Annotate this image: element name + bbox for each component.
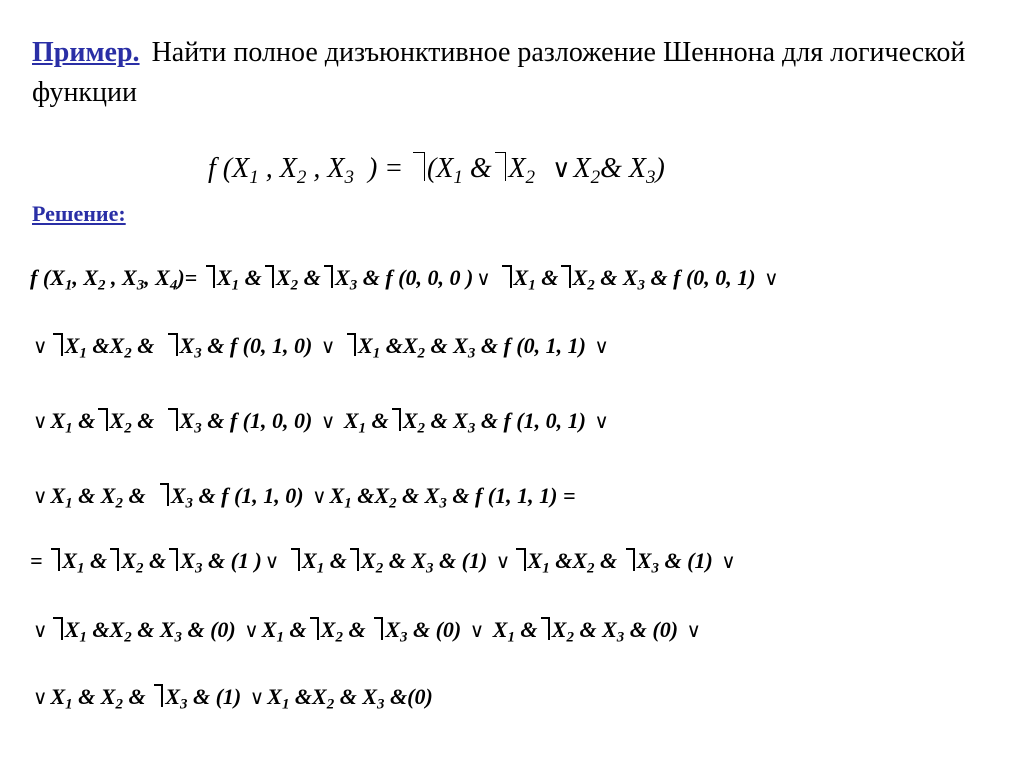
formula-token: )=	[177, 265, 198, 290]
negation-symbol	[168, 408, 177, 430]
formula-token: X	[572, 265, 588, 290]
variable-index: 1	[65, 495, 73, 512]
formula-token: &	[208, 548, 226, 573]
formula-token: X	[343, 408, 359, 433]
formula-token: &	[207, 408, 225, 433]
formula-token: X	[573, 153, 591, 185]
variable-index: 2	[124, 629, 132, 646]
formula-token: f	[221, 483, 229, 508]
variable-index: 1	[542, 560, 550, 577]
negation-symbol	[265, 265, 274, 287]
formula-token: X	[216, 265, 232, 290]
formula-token: &	[600, 265, 618, 290]
variable-index: 1	[79, 629, 87, 646]
variable-index: 3	[185, 495, 193, 512]
variable-index: 2	[566, 629, 574, 646]
formula-token: X	[275, 265, 291, 290]
formula-token: X	[513, 265, 529, 290]
expansion-line-5	[30, 548, 739, 577]
disjunction-symbol: ∨	[552, 156, 571, 184]
formula-token: &	[137, 333, 155, 358]
formula-token: X	[267, 684, 282, 709]
negation-symbol	[169, 548, 178, 570]
formula-token: &	[192, 684, 211, 709]
variable-index: 3	[180, 696, 188, 713]
formula-token: &	[303, 265, 321, 290]
formula-token: &(0)	[390, 684, 433, 709]
formula-token: &	[128, 684, 146, 709]
formula-token: X	[453, 408, 468, 433]
expansion-line-2	[30, 333, 612, 362]
formula-token: X	[424, 483, 440, 508]
formula-token: X	[527, 548, 543, 573]
variable-index: 1	[231, 277, 240, 294]
formula-token: &	[357, 483, 375, 508]
formula-token: ,	[111, 265, 117, 290]
formula-token: &	[480, 333, 498, 358]
variable-index: 1	[316, 560, 325, 577]
formula-token: ,	[72, 265, 78, 290]
disjunction-symbol: ∨	[721, 551, 736, 573]
variable-index: 2	[124, 420, 132, 437]
formula-token: &	[92, 333, 110, 358]
formula-token: X	[402, 408, 418, 433]
formula-token: &	[207, 333, 225, 358]
formula-token: &	[388, 548, 406, 573]
formula-token: (1, 1, 0)	[233, 483, 304, 508]
formula-token: f	[30, 265, 38, 290]
formula-token: ,	[144, 265, 150, 290]
formula-token: &	[469, 153, 492, 185]
negation-symbol	[347, 333, 356, 355]
formula-token: &	[520, 617, 538, 642]
negation-symbol	[541, 617, 550, 639]
variable-index: 3	[195, 560, 203, 577]
variable-index: 2	[590, 166, 601, 188]
solution-label: Решение:	[32, 201, 126, 226]
variable-index: 3	[136, 277, 145, 294]
formula-token: f	[474, 483, 483, 508]
formula-token: &	[137, 408, 155, 433]
formula-token: &	[439, 548, 457, 573]
formula-token: &	[244, 265, 262, 290]
formula-token: X	[83, 265, 99, 290]
formula-token: =	[30, 548, 43, 573]
formula-token: &	[198, 483, 216, 508]
formula-token: X	[361, 548, 376, 573]
disjunction-symbol: ∨	[495, 551, 511, 573]
formula-token: &	[579, 617, 597, 642]
negation-symbol	[392, 408, 401, 430]
formula-token: ) =	[367, 153, 404, 185]
formula-token: X	[50, 265, 65, 290]
formula-token: (1)	[687, 548, 713, 573]
formula-token: X	[327, 153, 345, 185]
formula-token: &	[541, 265, 559, 290]
negation-symbol	[374, 617, 383, 639]
variable-index: 1	[65, 420, 73, 437]
formula-token: &	[599, 548, 618, 573]
variable-index: 2	[375, 560, 384, 577]
variable-index: 2	[115, 495, 123, 512]
variable-index: 1	[358, 420, 366, 437]
variable-index: 3	[439, 495, 447, 512]
formula-token: f	[229, 333, 238, 358]
variable-index: 1	[507, 629, 515, 646]
variable-index: 3	[194, 420, 202, 437]
expansion-line-4	[30, 483, 576, 512]
formula-token: (0)	[435, 617, 462, 642]
variable-index: 3	[349, 277, 358, 294]
formula-token: )	[655, 153, 665, 185]
negation-symbol	[626, 548, 635, 570]
formula-token: (0, 0, 1)	[685, 265, 756, 290]
variable-index: 1	[64, 277, 73, 294]
variable-index: 2	[389, 495, 397, 512]
formula-token: X	[165, 684, 180, 709]
negation-symbol	[350, 548, 359, 570]
disjunction-symbol: ∨	[264, 551, 280, 573]
formula-token: &	[600, 153, 622, 185]
formula-token: &	[371, 408, 389, 433]
formula-token: =	[562, 483, 576, 508]
formula-token: X	[628, 153, 647, 185]
formula-token: X	[121, 548, 136, 573]
formula-token: &	[329, 548, 347, 573]
variable-index: 2	[417, 420, 426, 437]
disjunction-symbol: ∨	[320, 411, 336, 433]
variable-index: 2	[98, 277, 106, 294]
variable-index: 1	[79, 345, 87, 362]
formula-token: &	[128, 483, 146, 508]
formula-token: X	[320, 617, 336, 642]
variable-index: 4	[169, 277, 178, 294]
variable-index: 3	[467, 345, 476, 362]
formula-token: X	[551, 617, 567, 642]
variable-index: 3	[344, 166, 354, 188]
formula-token: X	[492, 617, 508, 642]
variable-index: 3	[467, 420, 476, 437]
disjunction-symbol: ∨	[33, 620, 48, 642]
negation-symbol	[51, 548, 60, 570]
variable-index: 1	[372, 345, 381, 362]
formula-token: X	[50, 483, 66, 508]
formula-token: &	[555, 548, 573, 573]
variable-index: 2	[335, 629, 343, 646]
variable-index: 2	[136, 560, 144, 577]
negation-symbol	[413, 152, 425, 181]
negation-symbol	[53, 617, 62, 639]
negation-symbol	[310, 617, 319, 639]
formula-token: X	[64, 333, 80, 358]
formula-token: &	[480, 408, 498, 433]
variable-index: 3	[426, 560, 434, 577]
formula-token: f	[229, 408, 238, 433]
formula-token: X	[402, 333, 418, 358]
variable-index: 2	[326, 696, 335, 713]
formula-token: &	[78, 483, 96, 508]
formula-token: X	[180, 548, 196, 573]
formula-token: &	[362, 265, 380, 290]
formula-token: X	[159, 617, 175, 642]
formula-token: &	[430, 333, 448, 358]
variable-index: 2	[296, 166, 307, 188]
variable-index: 2	[290, 277, 299, 294]
expansion-line-6	[30, 617, 704, 646]
disjunction-symbol: ∨	[764, 268, 779, 290]
formula-token: X	[411, 548, 427, 573]
variable-index: 3	[651, 560, 660, 577]
formula-token: &	[339, 684, 357, 709]
disjunction-symbol: ∨	[312, 486, 327, 508]
negation-symbol	[110, 548, 119, 570]
variable-index: 1	[276, 629, 284, 646]
negation-symbol	[516, 548, 525, 570]
formula-token: (1, 0, 1)	[516, 408, 586, 433]
formula-token: &	[430, 408, 448, 433]
negation-symbol	[160, 483, 169, 505]
negation-symbol	[324, 265, 333, 287]
variable-index: 3	[194, 345, 202, 362]
formula-token: X	[374, 483, 390, 508]
formula-token: f	[385, 265, 393, 290]
variable-index: 2	[115, 696, 123, 713]
disjunction-symbol: ∨	[33, 336, 48, 358]
formula-token: &	[452, 483, 470, 508]
variable-index: 3	[377, 696, 385, 713]
formula-token: (1, 1, 1)	[487, 483, 558, 508]
negation-symbol	[206, 265, 215, 287]
formula-token: X	[109, 408, 125, 433]
example-label: Пример.	[32, 37, 140, 68]
variable-index: 2	[587, 560, 595, 577]
formula-token: f	[673, 265, 681, 290]
task-text: Найти полное дизъюнктивное разложение Шеннона для логической функции	[32, 37, 966, 108]
formula-token: &	[187, 617, 205, 642]
formula-token: X	[636, 548, 652, 573]
disjunction-symbol: ∨	[33, 687, 48, 709]
variable-index: 1	[65, 696, 73, 713]
variable-index: 1	[344, 495, 352, 512]
disjunction-symbol: ∨	[33, 411, 48, 433]
variable-index: 3	[400, 629, 408, 646]
formula-token: &	[650, 265, 668, 290]
formula-token: X	[436, 153, 454, 185]
variable-index: 1	[281, 696, 290, 713]
variable-index: 1	[528, 277, 536, 294]
variable-index: 3	[616, 629, 625, 646]
formula-token: (0, 1, 1)	[516, 333, 586, 358]
formula-token: X	[122, 265, 137, 290]
negation-symbol	[291, 548, 300, 570]
formula-token: &	[78, 408, 96, 433]
expansion-line-3	[30, 408, 612, 437]
formula-token: &	[78, 684, 96, 709]
formula-token: X	[64, 617, 80, 642]
disjunction-symbol: ∨	[476, 268, 491, 290]
negation-symbol	[502, 265, 511, 287]
formula-token: X	[179, 408, 195, 433]
formula-token: (1)	[461, 548, 488, 573]
formula-token: &	[402, 483, 420, 508]
formula-token: &	[385, 333, 403, 358]
formula-token: X	[50, 408, 66, 433]
formula-token: X	[602, 617, 617, 642]
formula-token: &	[294, 684, 313, 709]
disjunction-symbol: ∨	[244, 620, 259, 642]
formula-token: X	[622, 265, 638, 290]
formula-token: X	[261, 617, 277, 642]
disjunction-symbol: ∨	[320, 336, 336, 358]
formula-token: &	[664, 548, 682, 573]
formula-token: (0)	[652, 617, 679, 642]
formula-token: &	[348, 617, 366, 642]
variable-index: 1	[249, 166, 259, 188]
formula-token: X	[385, 617, 400, 642]
formula-token: (	[426, 153, 437, 185]
formula-token: &	[89, 548, 108, 573]
formula-token: X	[329, 483, 345, 508]
formula-token: (0, 1, 0)	[242, 333, 313, 358]
variable-index: 3	[174, 629, 182, 646]
variable-index: 2	[417, 345, 426, 362]
formula-token: f	[208, 153, 216, 185]
formula-token: X	[362, 684, 378, 709]
formula-token: &	[629, 617, 647, 642]
disjunction-symbol: ∨	[469, 620, 485, 642]
formula-token: f	[503, 333, 511, 358]
formula-token: X	[358, 333, 373, 358]
disjunction-symbol: ∨	[249, 687, 265, 709]
formula-token: X	[50, 684, 66, 709]
formula-token: ,	[265, 153, 273, 185]
formula-token: X	[279, 153, 297, 185]
formula-token: X	[335, 265, 350, 290]
formula-token: X	[572, 548, 587, 573]
formula-token: X	[155, 265, 170, 290]
formula-token: (0)	[210, 617, 236, 642]
disjunction-symbol: ∨	[594, 336, 609, 358]
formula-token: (	[42, 265, 51, 290]
disjunction-symbol: ∨	[33, 486, 48, 508]
negation-symbol	[168, 333, 177, 355]
formula-token: X	[179, 333, 195, 358]
expansion-line-7	[30, 684, 433, 713]
negation-symbol	[53, 333, 62, 355]
formula-token: X	[453, 333, 468, 358]
formula-token: X	[62, 548, 77, 573]
formula-token: X	[170, 483, 186, 508]
variable-index: 2	[124, 345, 132, 362]
variable-index: 1	[453, 166, 463, 188]
expansion-line-1	[30, 265, 782, 294]
formula-token: &	[412, 617, 431, 642]
formula-token: X	[109, 617, 125, 642]
variable-index: 2	[587, 277, 595, 294]
formula-token: (0, 0, 0 )	[398, 265, 474, 290]
negation-symbol	[98, 408, 107, 430]
negation-symbol	[154, 684, 163, 706]
task-statement	[32, 33, 992, 113]
negation-symbol	[495, 152, 507, 181]
formula-token: (1, 0, 0)	[242, 408, 313, 433]
formula-token: (1)	[215, 684, 242, 709]
negation-symbol	[561, 265, 570, 287]
formula-token: X	[109, 333, 125, 358]
disjunction-symbol: ∨	[686, 620, 702, 642]
variable-index: 2	[525, 166, 536, 188]
formula-token: f	[503, 408, 511, 433]
disjunction-symbol: ∨	[594, 411, 609, 433]
formula-token: X	[232, 153, 250, 185]
formula-token: X	[302, 548, 317, 573]
formula-token: &	[148, 548, 167, 573]
variable-index: 3	[646, 166, 656, 188]
formula-token: (	[222, 153, 233, 185]
variable-index: 1	[76, 560, 85, 577]
formula-token: X	[100, 483, 116, 508]
formula-token: X	[312, 684, 327, 709]
function-formula	[208, 152, 665, 188]
formula-token: (1 )	[230, 548, 262, 573]
formula-token: X	[508, 153, 526, 185]
formula-token: &	[92, 617, 110, 642]
variable-index: 3	[637, 277, 646, 294]
formula-token: &	[289, 617, 307, 642]
formula-token: ,	[313, 153, 321, 185]
formula-token: X	[100, 684, 116, 709]
formula-token: &	[137, 617, 155, 642]
